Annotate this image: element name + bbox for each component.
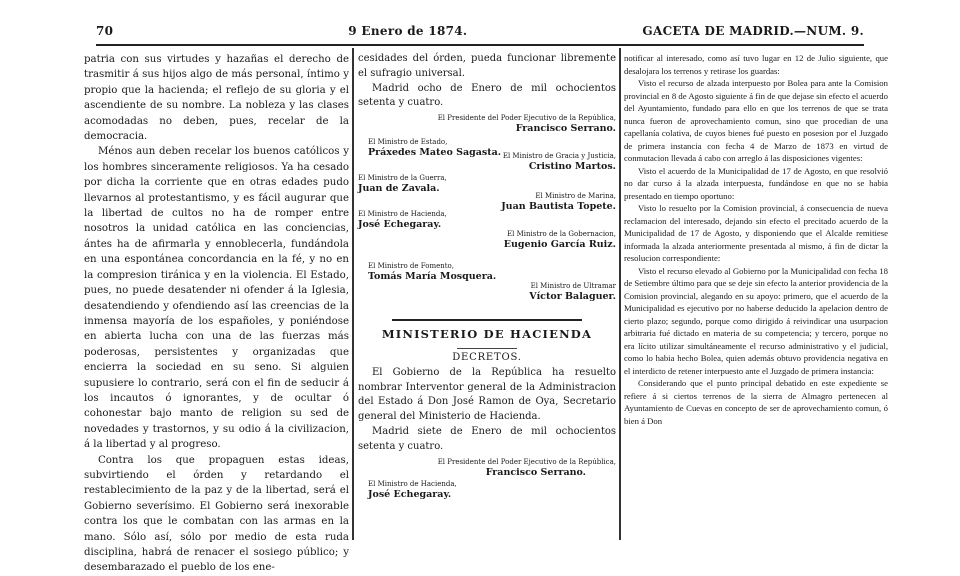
signature-estado: El Ministro de Estado, Práxedes Mateo Sagasta. [368, 138, 502, 159]
column-left [84, 52, 349, 574]
signatures-block-2 [358, 261, 616, 309]
col3-paragraph-4: Visto lo resuelto por la Comision provincial, á consecuencia de nueva reclamacion del interesado, dejando sin efecto el precitado acuerdo de la Municipalidad de 17 de Agosto, y disponiendo que el Alcalde remitiese informada la alzada anteriormente presentada al mismo, á fin de dictar la resolucion correspondiente: [624, 203, 888, 263]
col2-paragraph-2: Madrid ocho de Enero de mil ochocientos setenta y cuatro. [358, 82, 616, 109]
col3-paragraph-3: Visto el acuerdo de la Municipalidad de 17 de Agosto, en que resolvió no dar curso á la alzada interpuesta, fundándose en que no se habia presentado en tiempo oportuno: [624, 165, 888, 201]
ministry-title: MINISTERIO DE HACIENDA [381, 327, 593, 342]
col1-paragraph-1: patria con sus virtudes y hazañas el derecho de trasmitir á sus hijos algo de más personal, íntimo y propio que la hacienda; el reflejo de su gloria y el ascendiente de su nombre. La nobleza y las clases acomodadas no deben, pues, recelar de la democracia. [84, 54, 349, 143]
col3-paragraph-5: Visto el recurso elevado al Gobierno por la Municipalidad con fecha 18 de Setiembre último para que se deje sin efecto la anterior providencia de la Comision provincial, alegando en su apoyo: primero, que el acuerdo de la Municipalidad es ejecutivo por no haberse deducido la apelacion dentro de cierto plazo; segundo, porque como dirigido á reivindicar una usurpacion arbitraria fué dictado en materia de su competencia; y tercero, porque no era lícito utilizar simultáneamente el recurso administrativo y el judicial, como lo habia hecho Bolea, quien además obtuvo providencia negativa en el interdicto de retener interpuesto ante el Juzgado de primera instancia: [624, 265, 888, 376]
signature-ultramar: El Ministro de Ultramar Víctor Balaguer. [529, 282, 616, 303]
column-middle [358, 52, 616, 540]
col2-paragraph-1: cesidades del órden, pueda funcionar libremente el sufragio universal. [358, 53, 616, 79]
signatures-block [358, 111, 616, 261]
signature-gobernacion: El Ministro de la Gobernacion, Eugenio García Ruiz. [503, 230, 616, 251]
page-header [96, 20, 864, 46]
col1-paragraph-2: Ménos aun deben recelar los buenos católicos y los hombres sinceramente religiosos. Ya ha cesado por dicha la corriente que en otras edades pudo llevarnos al protestantismo, y es fácil augurar que la libertad de cultos no ha de romper entre nosotros la unidad católica en las conciencias, ántes ha de afirmarla y ennoblecerla, fundándola en una espontánea concordancia en la fé, y no en la compresion tiránica y en la violencia. El Estado, pues, no puede desatender ni ofender á la Iglesia, desatendiendo y ofendiendo así las creencias de la inmensa mayoría de los españoles, y poniéndose en abierta lucha con una de las fuerzas más poderosas, persistentes y organizadas que encierra la sociedad en su seno. Si alguien supusiere lo contrario, será con el fin de seducir á los incautos ó ignorantes, y de ocultar ó cohonestar bajo manto de religion su sed de novedades y trastornos, y su odio á la civilizacion, á la libertad y al progreso. [84, 146, 349, 451]
signature2-president: El Presidente del Poder Ejecutivo de la República, Francisco Serrano. [437, 457, 616, 478]
col3-paragraph-6: Considerando que el punto principal debatido en este expediente se refiere á si ciertos terrenos de la sierra de Almagro pertenecen al Ayuntamiento de Cuevas en concepto de ser de aprovechamiento comun, ó bien á Don [624, 378, 888, 426]
col2-paragraph-4: Madrid siete de Enero de mil ochocientos setenta y cuatro. [358, 425, 616, 452]
column-rule-2 [619, 48, 621, 540]
decretos-divider [457, 348, 517, 349]
column-rule-1 [352, 48, 354, 540]
decretos-heading: DECRETOS. [452, 351, 522, 363]
signature2-hacienda: El Ministro de Hacienda, José Echegaray. [368, 479, 457, 500]
signature-fomento: El Ministro de Fomento, Tomás María Mosquera. [368, 262, 497, 283]
col3-paragraph-2: Visto el recurso de alzada interpuesto por Bolea para ante la Comision provincial en 8 de Agosto siguiente á fin de que dejase sin efecto el acuerdo del Ayuntamiento, fundado para ello en que los terrenos de que se trata nunca fueron de aprovechamiento comun, sino que procedian de una capellanía colativa, de cuyos bienes fué puesto en posesion por el Juzgado de primera instancia con fecha 4 de Marzo de 1873 en virtud de conmutacion llevada á cabo con arreglo á las disposiciones vigentes: [624, 78, 888, 163]
issue-date: 9 Enero de 1874. [348, 24, 468, 38]
gazette-title: GACETA DE MADRID.—NUM. 9. [642, 24, 864, 38]
column-right [624, 52, 888, 540]
signature-president: El Presidente del Poder Ejecutivo de la República, Francisco Serrano. [437, 114, 616, 135]
signature-gracia-justicia: El Ministro de Gracia y Justicia, Cristino Martos. [502, 152, 616, 173]
signature-guerra: El Ministro de la Guerra, Juan de Zavala. [358, 174, 447, 195]
page-number: 70 [96, 24, 114, 38]
ministry-divider [392, 319, 582, 321]
signature-marina: El Ministro de Marina, Juan Bautista Topete. [501, 192, 616, 213]
col3-paragraph-1: notificar al interesado, como así tuvo lugar en 12 de Julio siguiente, que desalojara los terrenos y retirase los guardas: [624, 53, 888, 76]
col1-paragraph-3: Contra los que propaguen estas ideas, subvirtiendo el órden y retardando el restablecimiento de la paz y de la libertad, será el Gobierno severísimo. El Gobierno será inexorable contra los que le combatan con las armas en la mano. Sólo así, sólo por medio de esta ruda disciplina, habrá de renacer el sosiego público; y desembarazado el pueblo de los ene- [84, 454, 349, 574]
signature-hacienda: El Ministro de Hacienda, José Echegaray. [358, 210, 447, 231]
col2-paragraph-3: El Gobierno de la República ha resuelto nombrar Interventor general de la Administracion del Estado á Don José Ramon de Oya, Secretario general del Ministerio de Hacienda. [358, 366, 616, 423]
